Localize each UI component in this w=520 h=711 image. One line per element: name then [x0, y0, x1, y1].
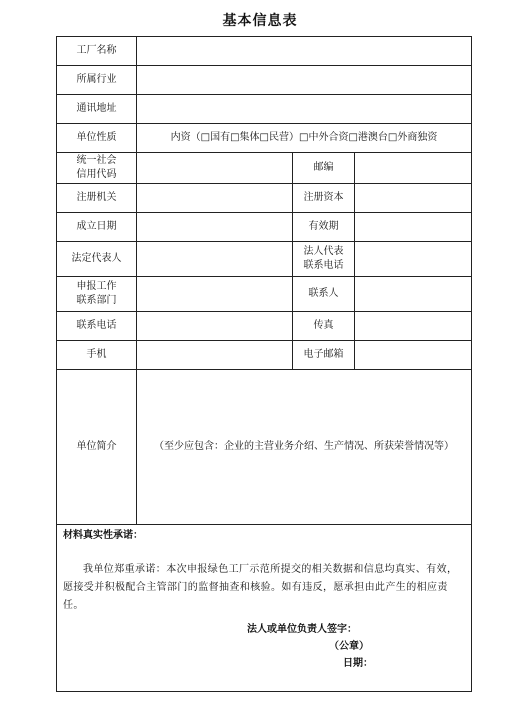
credit-code-label — [57, 153, 137, 184]
reg-authority-label: 注册机关 — [57, 184, 137, 213]
dept-text: 申报工作 联系部门 — [76, 281, 117, 306]
phone-field[interactable] — [137, 312, 293, 341]
legal-rep-phone-text: 法人代表 联系电话 — [303, 246, 344, 271]
factory-name-field[interactable] — [137, 37, 472, 66]
signature-label: 法人或单位负责人签字： — [247, 624, 357, 635]
promise-title: 材料真实性承诺： — [63, 530, 143, 541]
signature-block — [247, 621, 373, 672]
factory-name-label: 工厂名称 — [57, 37, 137, 66]
postcode-field[interactable] — [355, 153, 472, 184]
intro-label: 单位简介 — [57, 370, 137, 525]
date-label: 日期： — [343, 658, 373, 669]
legal-rep-label: 法定代表人 — [57, 242, 137, 277]
mobile-label: 手机 — [57, 341, 137, 370]
postcode-label: 邮编 — [293, 153, 355, 184]
legal-rep-phone-label — [293, 242, 355, 277]
phone-label: 联系电话 — [57, 312, 137, 341]
promise-text: 我单位郑重承诺：本次申报绿色工厂示范所提交的相关数据和信息均真实、有效，愿接受并积极配合主管部门的监督抽查和核验。如有违反，愿承担由此产生的相应责任。 — [63, 564, 458, 611]
valid-period-field[interactable] — [355, 213, 472, 242]
unit-nature-options[interactable]: 内资（□国有□集体□民营）□中外合资□港澳台□外商独资 — [137, 124, 472, 153]
fax-field[interactable] — [355, 312, 472, 341]
contact-label: 联系人 — [293, 277, 355, 312]
dept-field[interactable] — [137, 277, 293, 312]
seal-label: （公章） — [329, 641, 369, 652]
legal-rep-phone-field[interactable] — [355, 242, 472, 277]
reg-capital-label: 注册资本 — [293, 184, 355, 213]
email-field[interactable] — [355, 341, 472, 370]
est-date-label: 成立日期 — [57, 213, 137, 242]
credit-code-field[interactable] — [137, 153, 293, 184]
fax-label: 传真 — [293, 312, 355, 341]
industry-field[interactable] — [137, 66, 472, 95]
mobile-field[interactable] — [137, 341, 293, 370]
credit-code-text: 统一社会 信用代码 — [76, 155, 117, 180]
valid-period-label: 有效期 — [293, 213, 355, 242]
industry-label: 所属行业 — [57, 66, 137, 95]
est-date-field[interactable] — [137, 213, 293, 242]
basic-info-table — [56, 36, 472, 692]
dept-label — [57, 277, 137, 312]
intro-field[interactable] — [137, 370, 472, 525]
address-label: 通讯地址 — [57, 95, 137, 124]
reg-capital-field[interactable] — [355, 184, 472, 213]
contact-field[interactable] — [355, 277, 472, 312]
legal-rep-field[interactable] — [137, 242, 293, 277]
form-title: 基本信息表 — [222, 13, 298, 29]
reg-authority-field[interactable] — [137, 184, 293, 213]
unit-nature-label: 单位性质 — [57, 124, 137, 153]
email-label: 电子邮箱 — [293, 341, 355, 370]
address-field[interactable] — [137, 95, 472, 124]
promise-section — [57, 525, 472, 692]
intro-hint: （至少应包含：企业的主营业务介绍、生产情况、所获荣誉情况等） — [154, 441, 454, 452]
